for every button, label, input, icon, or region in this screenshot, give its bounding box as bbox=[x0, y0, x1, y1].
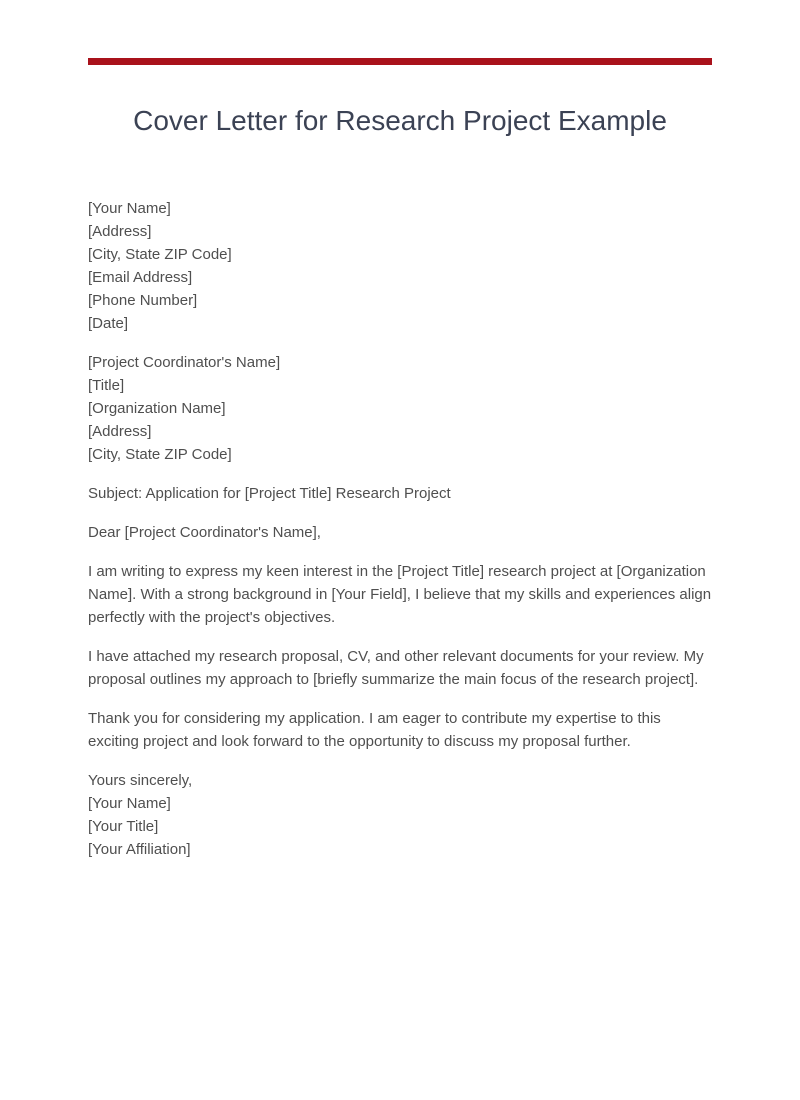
sender-line: [City, State ZIP Code] bbox=[88, 246, 232, 263]
page-title: Cover Letter for Research Project Example bbox=[133, 105, 667, 136]
sender-line: [Email Address] bbox=[88, 269, 193, 286]
recipient-line: [Address] bbox=[88, 423, 152, 440]
closing-line: [Your Title] bbox=[88, 818, 159, 835]
subject-line: Subject: Application for [Project Title] Research Project bbox=[88, 485, 451, 502]
accent-divider bbox=[88, 58, 712, 65]
body-paragraph: I am writing to express my keen interest in the [Project Title] research project at [Organization Name]. With a strong background in [Your Field], I believe that my skills and experiences align perfectly with the project's objectives. bbox=[88, 563, 712, 626]
recipient-line: [City, State ZIP Code] bbox=[88, 446, 232, 463]
recipient-line: [Organization Name] bbox=[88, 400, 226, 417]
letter-body bbox=[88, 197, 712, 861]
closing-line: [Your Affiliation] bbox=[88, 841, 191, 858]
closing-line: Yours sincerely, bbox=[88, 772, 193, 789]
closing-block bbox=[88, 769, 712, 861]
salutation: Dear [Project Coordinator's Name], bbox=[88, 524, 321, 541]
body-paragraph: Thank you for considering my application. I am eager to contribute my expertise to this exciting project and look forward to the opportunity to discuss my proposal further. bbox=[88, 710, 661, 750]
recipient-block bbox=[88, 351, 712, 466]
recipient-line: [Project Coordinator's Name] bbox=[88, 354, 281, 371]
recipient-line: [Title] bbox=[88, 377, 125, 394]
body-paragraph: I have attached my research proposal, CV, and other relevant documents for your review. My proposal outlines my approach to [briefly summarize the main focus of the research project]. bbox=[88, 648, 704, 688]
sender-line: [Date] bbox=[88, 315, 129, 332]
sender-line: [Phone Number] bbox=[88, 292, 198, 309]
sender-block bbox=[88, 197, 712, 335]
sender-line: [Address] bbox=[88, 223, 152, 240]
closing-line: [Your Name] bbox=[88, 795, 171, 812]
sender-line: [Your Name] bbox=[88, 200, 171, 217]
document-page bbox=[88, 58, 712, 861]
